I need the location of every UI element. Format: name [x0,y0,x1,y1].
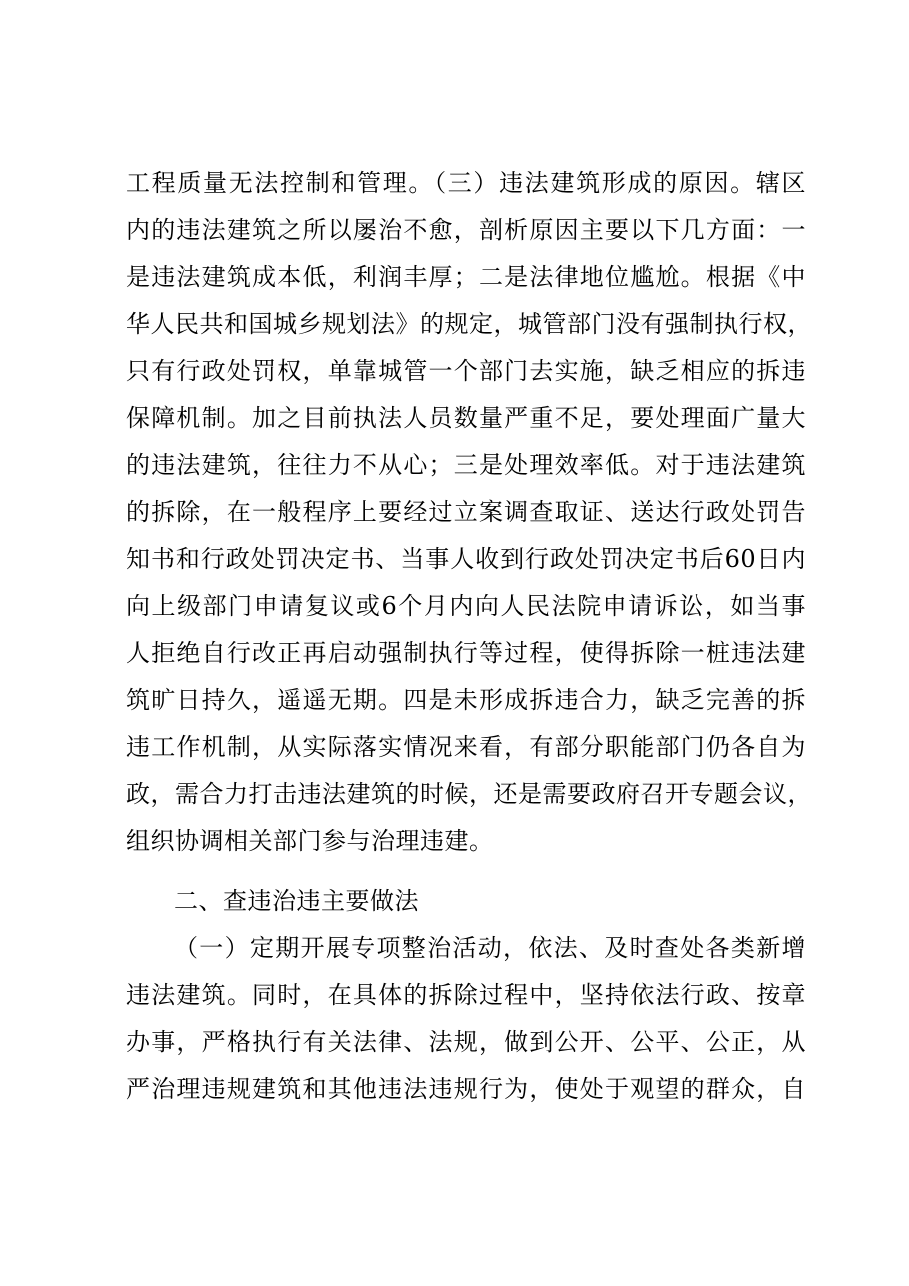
text-line: 筑旷日持久，遥遥无期。四是未形成拆违合力，缺乏完善的拆 [126,686,806,714]
text-line: （一）定期开展专项整治活动，依法、及时查处各类新增 [174,934,806,962]
text-line: 华人民共和国城乡规划法》的规定，城管部门没有强制执行权， [126,310,812,338]
text-line: 严治理违规建筑和其他违法违规行为，使处于观望的群众，自 [126,1075,806,1103]
body-text [126,160,812,1113]
text-line: 违工作机制，从实际落实情况来看，有部分职能部门仍各自为 [126,733,806,761]
text-line: 知书和行政处罚决定书、当事人收到行政处罚决定书后60日内 [126,545,806,573]
text-line: 组织协调相关部门参与治理违建。 [126,827,494,855]
text-line: 是违法建筑成本低，利润丰厚；二是法律地位尴尬。根据《中 [126,263,806,291]
text-line: 政，需合力打击违法建筑的时候，还是需要政府召开专题会议， [126,780,812,808]
text-line: 违法建筑。同时，在具体的拆除过程中，坚持依法行政、按章 [126,981,806,1009]
text-line: 工程质量无法控制和管理。（三）违法建筑形成的原因。辖区 [126,169,806,197]
text-line: 的拆除，在一般程序上要经过立案调查取证、送达行政处罚告 [126,498,806,526]
text-line: 内的违法建筑之所以屡治不愈，剖析原因主要以下几方面：一 [126,216,806,244]
text-line: 保障机制。加之目前执法人员数量严重不足，要处理面广量大 [126,404,806,432]
text-line: 办事，严格执行有关法律、法规，做到公开、公平、公正，从 [126,1028,806,1056]
text-line: 人拒绝自行改正再启动强制执行等过程，使得拆除一桩违法建 [126,639,806,667]
text-line: 只有行政处罚权，单靠城管一个部门去实施，缺乏相应的拆违 [126,357,806,385]
text-line: 的违法建筑，往往力不从心；三是处理效率低。对于违法建筑 [126,451,806,479]
section-heading: 二、查违治违主要做法 [174,887,419,915]
text-line: 向上级部门申请复议或6个月内向人民法院申请诉讼，如当事 [126,592,806,620]
